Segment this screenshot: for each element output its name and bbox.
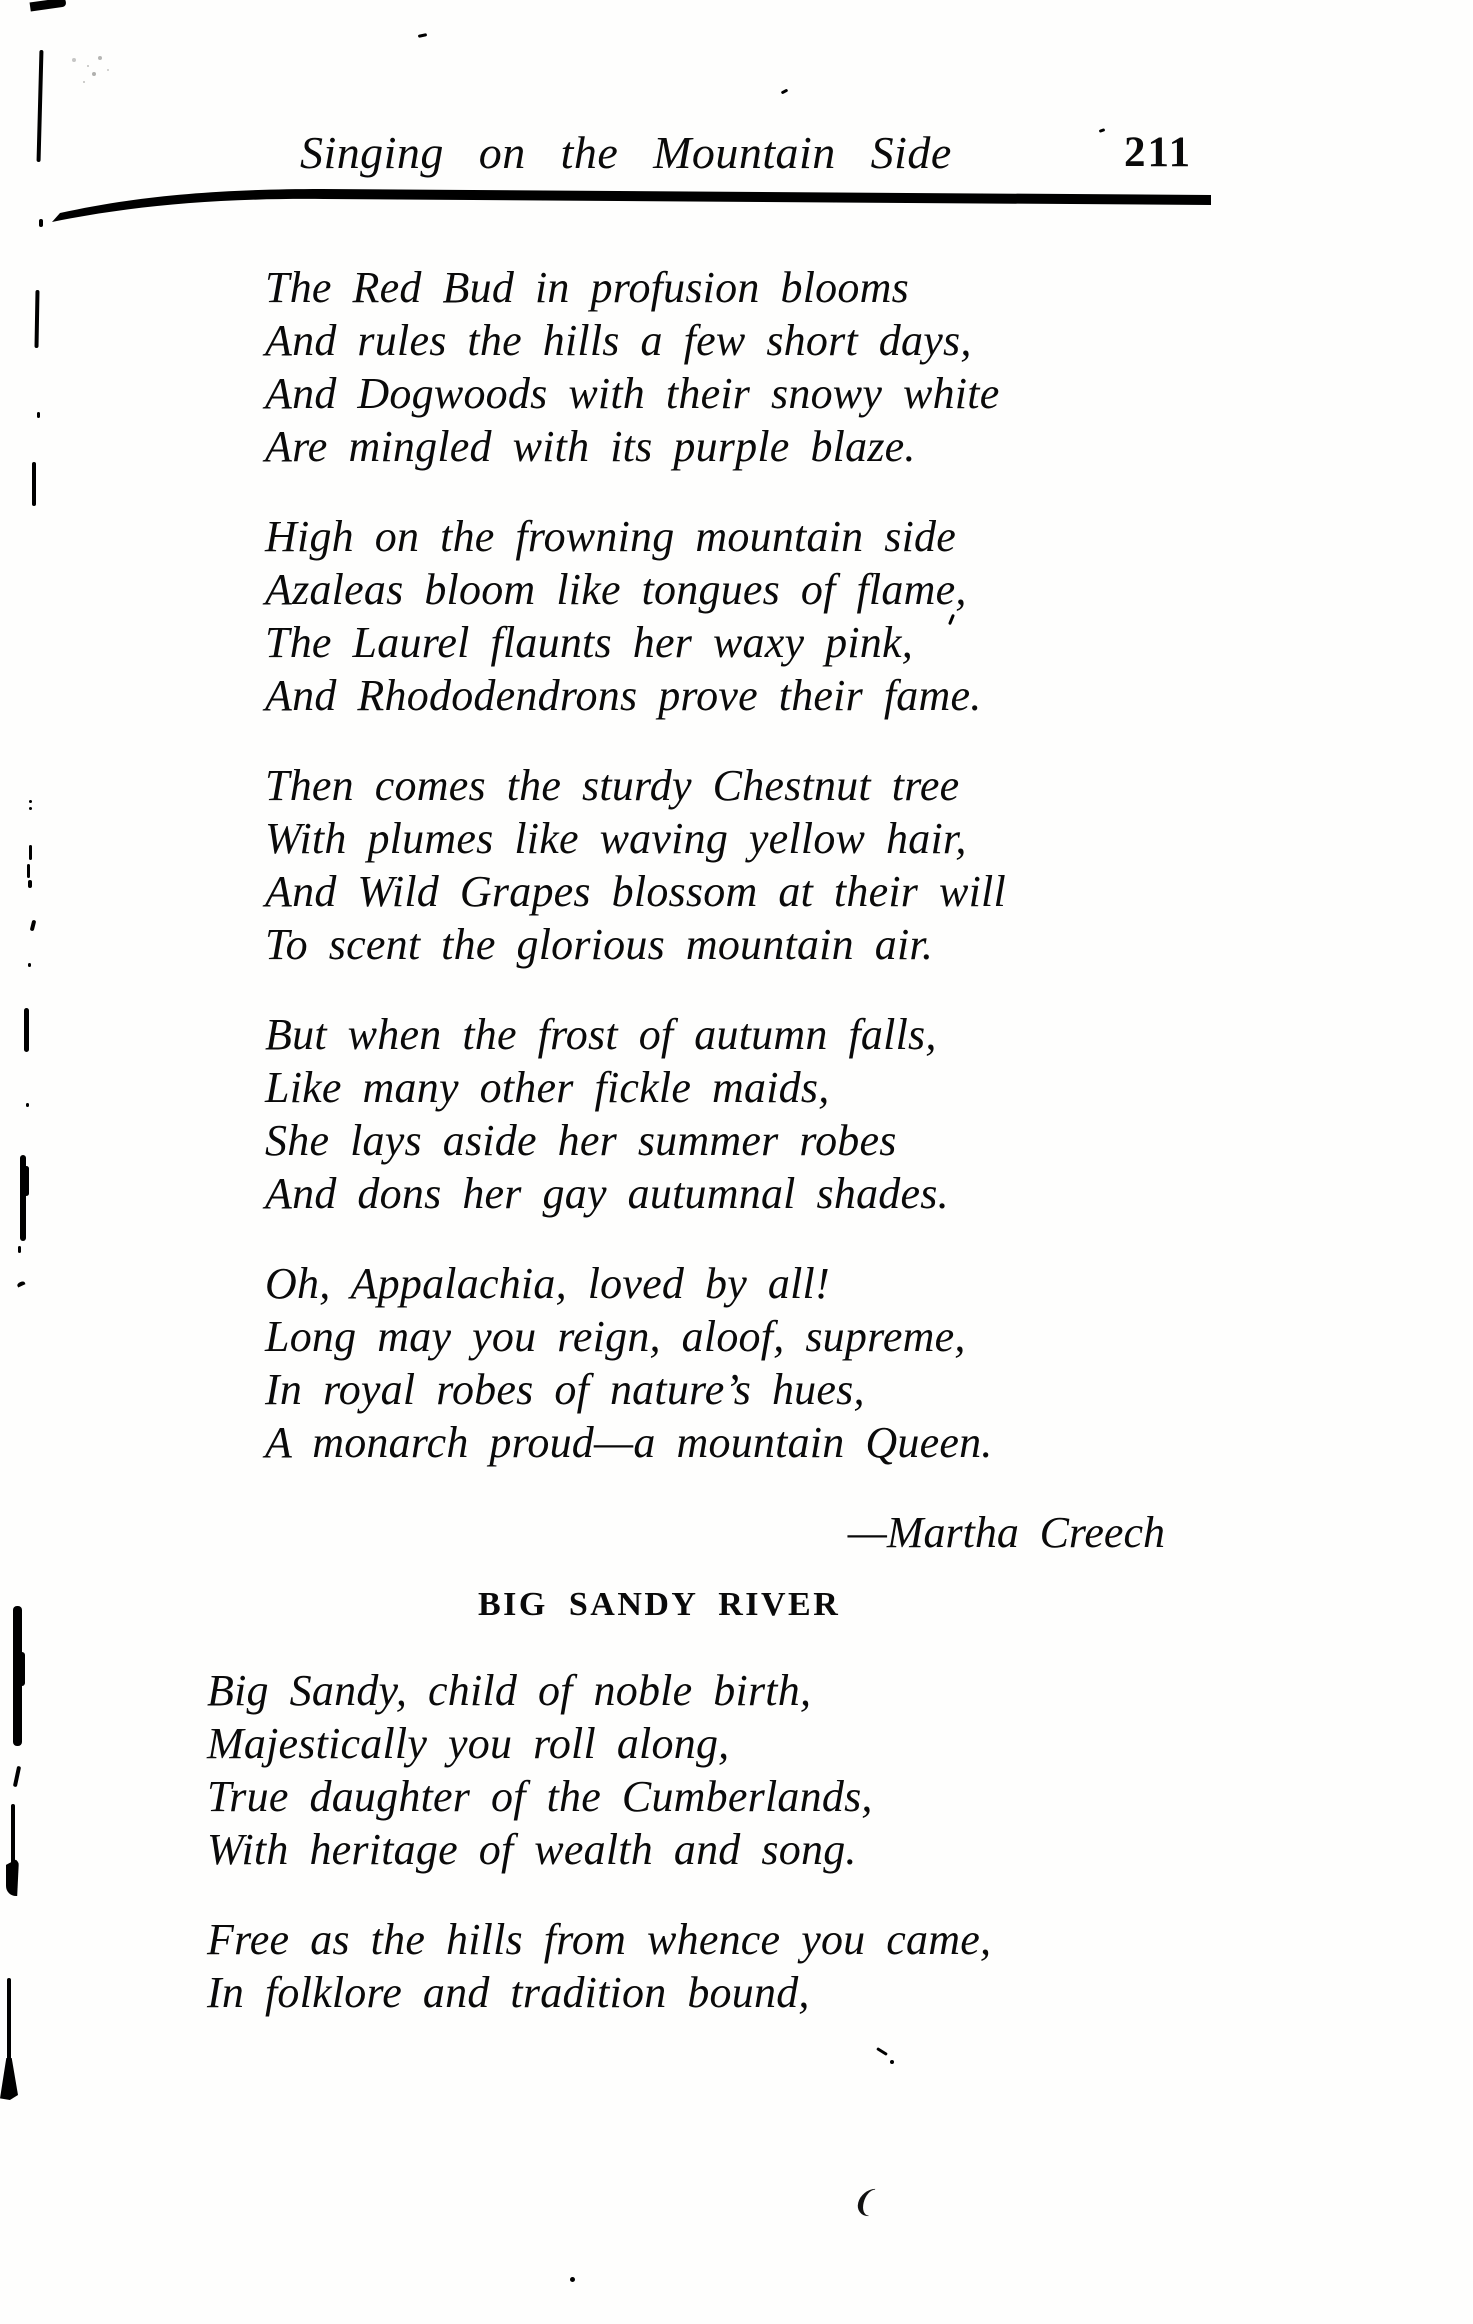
- section-heading: BIG SANDY RIVER: [478, 1586, 841, 1623]
- scan-artifact: [13, 1766, 21, 1787]
- scan-artifact: [570, 2277, 575, 2282]
- scan-artifact: [32, 462, 36, 506]
- poem-line: With heritage of wealth and song.: [207, 1825, 857, 1874]
- page-number: 211: [1124, 129, 1193, 176]
- poem-line: The Laurel flaunts her waxy pink,: [265, 618, 913, 667]
- scan-artifact: [781, 89, 789, 95]
- scan-artifact: [28, 880, 32, 888]
- scan-artifact: [1099, 128, 1106, 133]
- stanza-2: [207, 1913, 1107, 2019]
- poem-line: In royal robes of nature’s hues,: [265, 1365, 865, 1414]
- page-title: Singing on the Mountain Side: [300, 127, 952, 178]
- scan-artifact: [29, 845, 32, 860]
- scan-artifact: [72, 58, 76, 62]
- poem-line: In folklore and tradition bound,: [207, 1968, 810, 2017]
- poem-line: And Dogwoods with their snowy white: [265, 369, 1000, 418]
- scan-artifact: [27, 864, 30, 878]
- poem-line: She lays aside her summer robes: [265, 1116, 897, 1165]
- scan-artifact: [19, 1652, 25, 1686]
- scan-artifact: [876, 2047, 888, 2056]
- scan-artifact: [34, 290, 39, 348]
- poem-line: Azaleas bloom like tongues of flame,: [265, 565, 967, 614]
- poem-line: High on the frowning mountain side: [265, 512, 957, 561]
- scan-artifact: [24, 1166, 29, 1196]
- poem-line: And dons her gay autumnal shades.: [265, 1169, 949, 1218]
- scan-artifact: [6, 1858, 19, 1896]
- poem-line: With plumes like waving yellow hair,: [265, 814, 967, 863]
- poem-line: Big Sandy, child of noble birth,: [207, 1666, 812, 1715]
- scan-artifact: [30, 0, 67, 11]
- scan-artifact: [39, 219, 43, 227]
- scan-artifact: [0, 2058, 18, 2100]
- header-rule: [40, 185, 1220, 230]
- scan-artifact: [11, 1804, 15, 1866]
- poem-line: Oh, Appalachia, loved by all!: [265, 1259, 830, 1308]
- scan-artifact: [37, 50, 44, 162]
- poem-line: A monarch proud—a mountain Queen.: [265, 1418, 993, 1467]
- poem-line: Free as the hills from whence you came,: [207, 1915, 992, 1964]
- scan-artifact: [29, 807, 32, 810]
- scan-artifact: [18, 1246, 21, 1253]
- scan-artifact: [28, 963, 31, 967]
- poem-line: And rules the hills a few short days,: [265, 316, 972, 365]
- poem-line: The Red Bud in profusion blooms: [265, 263, 909, 312]
- scan-artifact: [17, 1280, 26, 1287]
- scan-artifact: [37, 412, 40, 418]
- stanza-2: [265, 510, 1165, 722]
- scan-artifact: [30, 920, 37, 932]
- stanza-1: [207, 1664, 1107, 1876]
- poem-line: Majestically you roll along,: [207, 1719, 730, 1768]
- poem-line: But when the frost of autumn falls,: [265, 1010, 937, 1059]
- scan-artifact: [418, 33, 427, 38]
- poem-line: And Rhododendrons prove their fame.: [265, 671, 982, 720]
- scan-artifact: [26, 1103, 29, 1107]
- poem-line: Long may you reign, aloof, supreme,: [265, 1312, 966, 1361]
- scan-artifact: [890, 2060, 894, 2064]
- scan-artifact: [29, 800, 32, 803]
- scan-artifact: [24, 1008, 29, 1052]
- stanza-1: [265, 261, 1165, 473]
- poem-line: Like many other fickle maids,: [265, 1063, 830, 1112]
- stanza-5: [265, 1257, 1165, 1469]
- poem-line: To scent the glorious mountain air.: [265, 920, 934, 969]
- stanza-4: [265, 1008, 1165, 1220]
- scan-artifact: ❨: [850, 2186, 876, 2219]
- poem-singing-on-the-mountain-side: [265, 261, 1165, 1559]
- poem-line: Are mingled with its purple blaze.: [265, 422, 916, 471]
- poem-attribution: —Martha Creech: [847, 1508, 1165, 1557]
- poem-line: True daughter of the Cumberlands,: [207, 1772, 873, 1821]
- poem-line: And Wild Grapes blossom at their will: [265, 867, 1006, 916]
- poem-big-sandy-river: [207, 1664, 1107, 2019]
- poem-line: Then comes the sturdy Chestnut tree: [265, 761, 960, 810]
- stanza-3: [265, 759, 1165, 971]
